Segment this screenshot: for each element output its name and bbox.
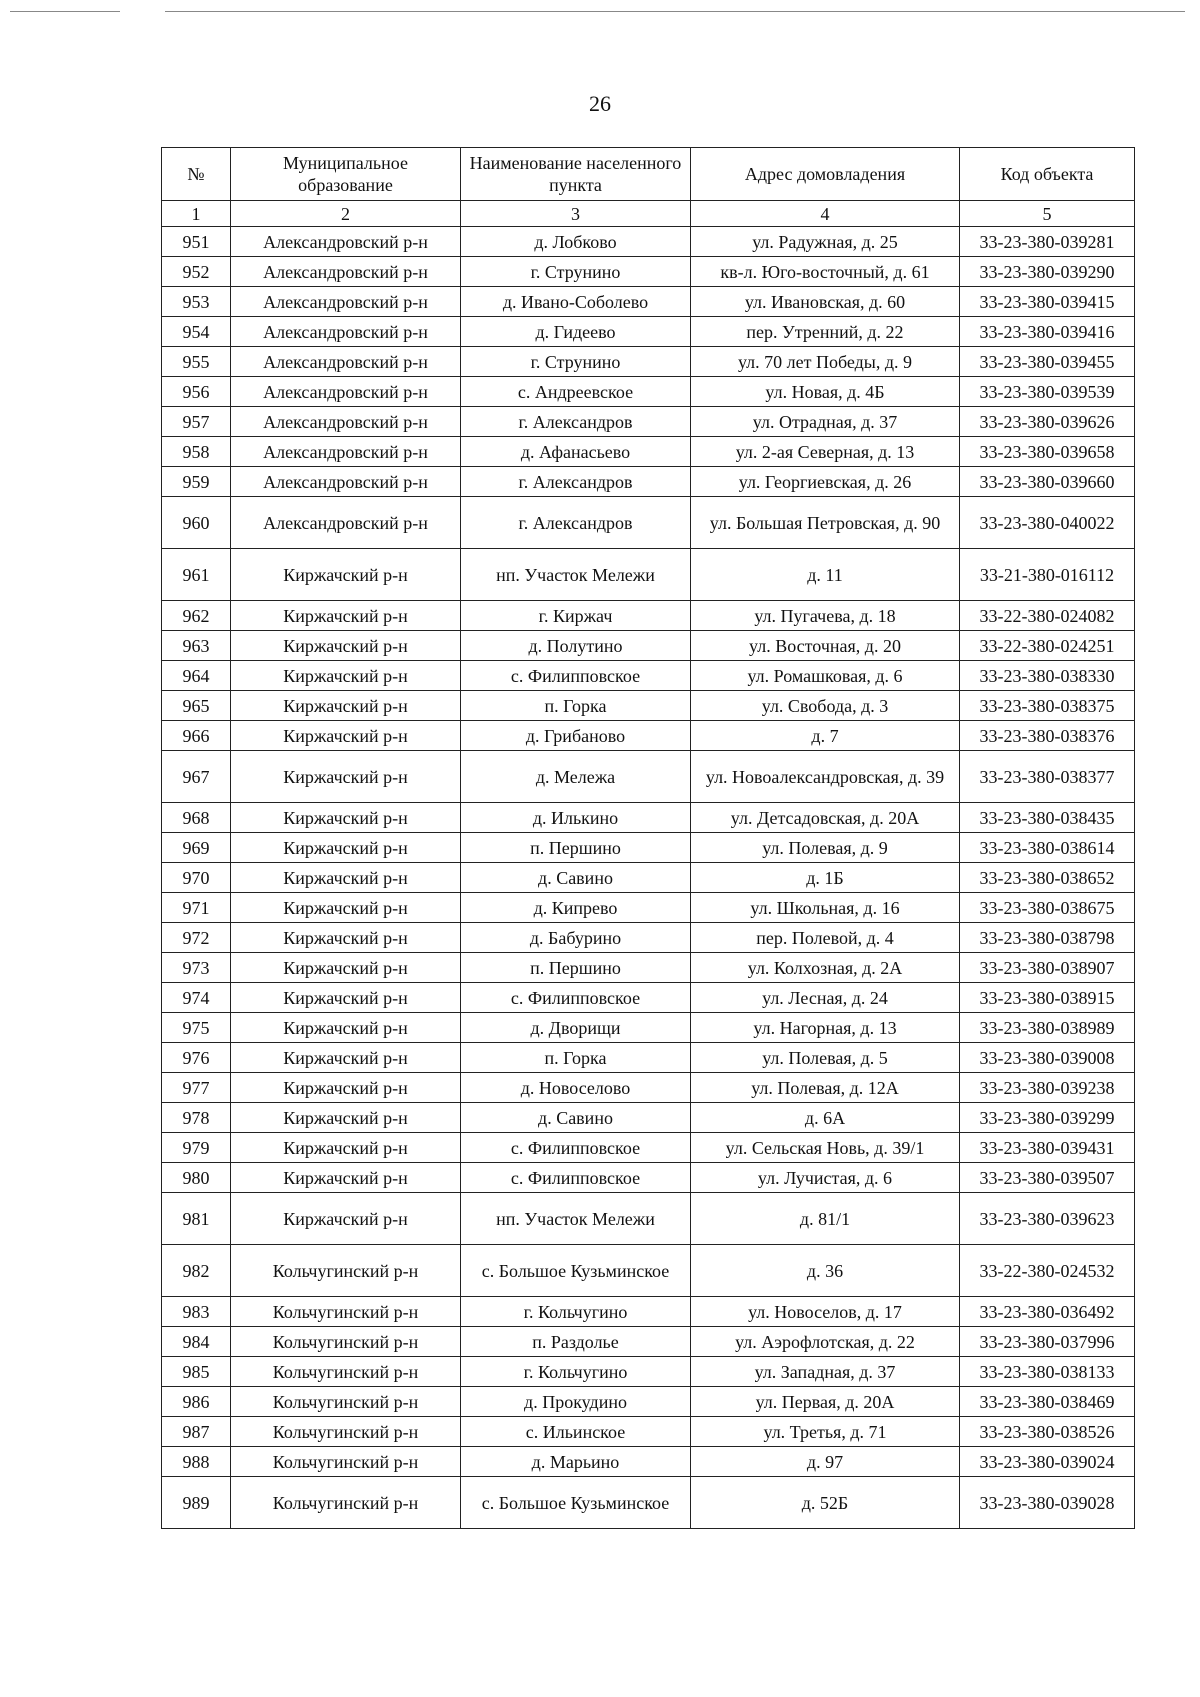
- municipality-cell: Киржачский р-н: [231, 863, 461, 893]
- row-number-cell: 959: [162, 467, 231, 497]
- municipality-cell: Киржачский р-н: [231, 983, 461, 1013]
- address-cell: ул. Ромашковая, д. 6: [691, 661, 960, 691]
- table-row: [162, 1043, 1135, 1073]
- settlement-cell: с. Филипповское: [461, 983, 691, 1013]
- municipality-cell: Киржачский р-н: [231, 1193, 461, 1245]
- municipality-cell: Александровский р-н: [231, 437, 461, 467]
- table-row: [162, 377, 1135, 407]
- row-number-cell: 958: [162, 437, 231, 467]
- object-code-cell: 33-23-380-039024: [960, 1447, 1135, 1477]
- scan-edge-line-left: [10, 11, 120, 12]
- row-number-cell: 978: [162, 1103, 231, 1133]
- object-code-cell: 33-23-380-039623: [960, 1193, 1135, 1245]
- settlement-cell: п. Раздолье: [461, 1327, 691, 1357]
- table-row: [162, 983, 1135, 1013]
- municipality-cell: Александровский р-н: [231, 257, 461, 287]
- table-row: [162, 1163, 1135, 1193]
- object-code-cell: 33-23-380-038376: [960, 721, 1135, 751]
- address-cell: ул. Аэрофлотская, д. 22: [691, 1327, 960, 1357]
- object-code-cell: 33-23-380-038435: [960, 803, 1135, 833]
- scan-edge-line-right: [165, 11, 1185, 12]
- object-code-cell: 33-23-380-039539: [960, 377, 1135, 407]
- municipality-cell: Киржачский р-н: [231, 1163, 461, 1193]
- table-row: [162, 227, 1135, 257]
- table-row: [162, 1073, 1135, 1103]
- settlement-cell: п. Першино: [461, 953, 691, 983]
- object-code-cell: 33-23-380-038652: [960, 863, 1135, 893]
- address-cell: ул. 2-ая Северная, д. 13: [691, 437, 960, 467]
- object-code-cell: 33-22-380-024251: [960, 631, 1135, 661]
- municipality-cell: Киржачский р-н: [231, 953, 461, 983]
- row-number-cell: 966: [162, 721, 231, 751]
- settlement-cell: с. Андреевское: [461, 377, 691, 407]
- address-cell: д. 36: [691, 1245, 960, 1297]
- row-number-cell: 963: [162, 631, 231, 661]
- settlement-cell: д. Савино: [461, 1103, 691, 1133]
- address-cell: ул. 70 лет Победы, д. 9: [691, 347, 960, 377]
- address-cell: ул. Пугачева, д. 18: [691, 601, 960, 631]
- table-row: [162, 437, 1135, 467]
- row-number-cell: 973: [162, 953, 231, 983]
- object-code-cell: 33-23-380-039281: [960, 227, 1135, 257]
- row-number-cell: 962: [162, 601, 231, 631]
- header-row: [162, 148, 1135, 201]
- table-row: [162, 923, 1135, 953]
- header-municipality: Муниципальное образование: [231, 148, 461, 201]
- row-number-cell: 972: [162, 923, 231, 953]
- municipality-cell: Киржачский р-н: [231, 803, 461, 833]
- settlement-cell: д. Кипрево: [461, 893, 691, 923]
- municipality-cell: Александровский р-н: [231, 287, 461, 317]
- settlement-cell: д. Грибаново: [461, 721, 691, 751]
- object-code-cell: 33-23-380-039660: [960, 467, 1135, 497]
- address-cell: д. 1Б: [691, 863, 960, 893]
- table-row: [162, 467, 1135, 497]
- object-code-cell: 33-23-380-038989: [960, 1013, 1135, 1043]
- table-row: [162, 691, 1135, 721]
- object-code-cell: 33-23-380-038907: [960, 953, 1135, 983]
- municipality-cell: Киржачский р-н: [231, 1013, 461, 1043]
- municipality-cell: Кольчугинский р-н: [231, 1477, 461, 1529]
- address-cell: ул. Радужная, д. 25: [691, 227, 960, 257]
- municipality-cell: Киржачский р-н: [231, 1133, 461, 1163]
- table-row: [162, 1477, 1135, 1529]
- table-row: [162, 893, 1135, 923]
- table-row: [162, 1193, 1135, 1245]
- row-number-cell: 988: [162, 1447, 231, 1477]
- address-cell: кв-л. Юго-восточный, д. 61: [691, 257, 960, 287]
- settlement-cell: г. Александров: [461, 497, 691, 549]
- municipality-cell: Кольчугинский р-н: [231, 1297, 461, 1327]
- object-code-cell: 33-23-380-039238: [960, 1073, 1135, 1103]
- settlement-cell: г. Александров: [461, 467, 691, 497]
- object-code-cell: 33-23-380-039455: [960, 347, 1135, 377]
- settlement-cell: г. Кольчугино: [461, 1357, 691, 1387]
- municipality-cell: Киржачский р-н: [231, 661, 461, 691]
- address-cell: д. 97: [691, 1447, 960, 1477]
- municipality-cell: Киржачский р-н: [231, 1043, 461, 1073]
- settlement-cell: п. Горка: [461, 691, 691, 721]
- table-row: [162, 549, 1135, 601]
- municipality-cell: Кольчугинский р-н: [231, 1447, 461, 1477]
- table-row: [162, 257, 1135, 287]
- row-number-cell: 987: [162, 1417, 231, 1447]
- settlement-cell: д. Афанасьево: [461, 437, 691, 467]
- row-number-cell: 979: [162, 1133, 231, 1163]
- row-number-cell: 967: [162, 751, 231, 803]
- table-row: [162, 661, 1135, 691]
- row-number-cell: 965: [162, 691, 231, 721]
- table-row: [162, 953, 1135, 983]
- municipality-cell: Киржачский р-н: [231, 601, 461, 631]
- address-cell: ул. Школьная, д. 16: [691, 893, 960, 923]
- address-cell: ул. Отрадная, д. 37: [691, 407, 960, 437]
- object-code-cell: 33-23-380-038469: [960, 1387, 1135, 1417]
- address-cell: ул. Восточная, д. 20: [691, 631, 960, 661]
- table-row: [162, 1357, 1135, 1387]
- object-code-cell: 33-23-380-038526: [960, 1417, 1135, 1447]
- row-number-cell: 975: [162, 1013, 231, 1043]
- address-cell: д. 7: [691, 721, 960, 751]
- municipality-cell: Киржачский р-н: [231, 1073, 461, 1103]
- address-cell: ул. Детсадовская, д. 20А: [691, 803, 960, 833]
- address-cell: д. 6А: [691, 1103, 960, 1133]
- row-number-cell: 971: [162, 893, 231, 923]
- row-number-cell: 953: [162, 287, 231, 317]
- object-code-cell: 33-23-380-038798: [960, 923, 1135, 953]
- address-cell: д. 52Б: [691, 1477, 960, 1529]
- address-cell: ул. Полевая, д. 9: [691, 833, 960, 863]
- column-index: 5: [960, 201, 1135, 227]
- address-cell: д. 81/1: [691, 1193, 960, 1245]
- object-code-cell: 33-23-380-039028: [960, 1477, 1135, 1529]
- settlement-cell: д. Марьино: [461, 1447, 691, 1477]
- settlement-cell: с. Филипповское: [461, 661, 691, 691]
- object-code-cell: 33-23-380-038377: [960, 751, 1135, 803]
- object-code-cell: 33-23-380-037996: [960, 1327, 1135, 1357]
- settlement-cell: нп. Участок Мележи: [461, 1193, 691, 1245]
- address-cell: ул. Свобода, д. 3: [691, 691, 960, 721]
- row-number-cell: 986: [162, 1387, 231, 1417]
- municipality-cell: Кольчугинский р-н: [231, 1245, 461, 1297]
- row-number-cell: 954: [162, 317, 231, 347]
- header-number: №: [162, 148, 231, 201]
- settlement-cell: с. Большое Кузьминское: [461, 1477, 691, 1529]
- row-number-cell: 956: [162, 377, 231, 407]
- address-cell: ул. Новоалександровская, д. 39: [691, 751, 960, 803]
- table-row: [162, 1013, 1135, 1043]
- table-row: [162, 287, 1135, 317]
- municipality-cell: Александровский р-н: [231, 407, 461, 437]
- table-row: [162, 631, 1135, 661]
- settlement-cell: с. Филипповское: [461, 1163, 691, 1193]
- address-cell: ул. Нагорная, д. 13: [691, 1013, 960, 1043]
- table-row: [162, 833, 1135, 863]
- table-row: [162, 751, 1135, 803]
- municipality-cell: Александровский р-н: [231, 227, 461, 257]
- table-row: [162, 1103, 1135, 1133]
- address-cell: ул. Западная, д. 37: [691, 1357, 960, 1387]
- address-cell: ул. Полевая, д. 5: [691, 1043, 960, 1073]
- settlement-cell: д. Полутино: [461, 631, 691, 661]
- settlement-cell: г. Киржач: [461, 601, 691, 631]
- municipality-cell: Киржачский р-н: [231, 833, 461, 863]
- settlement-cell: п. Горка: [461, 1043, 691, 1073]
- table-row: [162, 863, 1135, 893]
- table-row: [162, 1327, 1135, 1357]
- settlement-cell: д. Бабурино: [461, 923, 691, 953]
- address-cell: пер. Утренний, д. 22: [691, 317, 960, 347]
- column-index: 1: [162, 201, 231, 227]
- row-number-cell: 968: [162, 803, 231, 833]
- row-number-cell: 989: [162, 1477, 231, 1529]
- row-number-cell: 952: [162, 257, 231, 287]
- settlement-cell: г. Александров: [461, 407, 691, 437]
- address-cell: ул. Третья, д. 71: [691, 1417, 960, 1447]
- object-code-cell: 33-23-380-038330: [960, 661, 1135, 691]
- row-number-cell: 961: [162, 549, 231, 601]
- address-cell: ул. Колхозная, д. 2А: [691, 953, 960, 983]
- table-row: [162, 1387, 1135, 1417]
- municipality-cell: Киржачский р-н: [231, 721, 461, 751]
- header-address: Адрес домовладения: [691, 148, 960, 201]
- row-number-cell: 984: [162, 1327, 231, 1357]
- table-row: [162, 1297, 1135, 1327]
- table-row: [162, 1133, 1135, 1163]
- row-number-cell: 982: [162, 1245, 231, 1297]
- settlement-cell: д. Мележа: [461, 751, 691, 803]
- settlement-cell: г. Струнино: [461, 347, 691, 377]
- object-code-cell: 33-23-380-040022: [960, 497, 1135, 549]
- row-number-cell: 955: [162, 347, 231, 377]
- address-cell: пер. Полевой, д. 4: [691, 923, 960, 953]
- municipality-cell: Александровский р-н: [231, 317, 461, 347]
- column-index-row: [162, 201, 1135, 227]
- settlement-cell: с. Ильинское: [461, 1417, 691, 1447]
- address-cell: ул. Полевая, д. 12А: [691, 1073, 960, 1103]
- table-row: [162, 1447, 1135, 1477]
- header-object-code: Код объекта: [960, 148, 1135, 201]
- address-cell: ул. Новая, д. 4Б: [691, 377, 960, 407]
- registry-table: [161, 147, 1135, 1529]
- row-number-cell: 980: [162, 1163, 231, 1193]
- address-cell: ул. Большая Петровская, д. 90: [691, 497, 960, 549]
- municipality-cell: Александровский р-н: [231, 347, 461, 377]
- settlement-cell: д. Ивано-Соболево: [461, 287, 691, 317]
- row-number-cell: 957: [162, 407, 231, 437]
- settlement-cell: д. Прокудино: [461, 1387, 691, 1417]
- municipality-cell: Киржачский р-н: [231, 691, 461, 721]
- settlement-cell: г. Струнино: [461, 257, 691, 287]
- object-code-cell: 33-23-380-038614: [960, 833, 1135, 863]
- address-cell: ул. Новоселов, д. 17: [691, 1297, 960, 1327]
- settlement-cell: д. Новоселово: [461, 1073, 691, 1103]
- object-code-cell: 33-23-380-039658: [960, 437, 1135, 467]
- table-row: [162, 347, 1135, 377]
- object-code-cell: 33-23-380-039299: [960, 1103, 1135, 1133]
- registry-rows: [162, 227, 1135, 1529]
- row-number-cell: 970: [162, 863, 231, 893]
- row-number-cell: 951: [162, 227, 231, 257]
- header-settlement: Наименование населенного пункта: [461, 148, 691, 201]
- settlement-cell: нп. Участок Мележи: [461, 549, 691, 601]
- municipality-cell: Александровский р-н: [231, 377, 461, 407]
- object-code-cell: 33-23-380-039415: [960, 287, 1135, 317]
- object-code-cell: 33-23-380-039431: [960, 1133, 1135, 1163]
- address-cell: д. 11: [691, 549, 960, 601]
- object-code-cell: 33-23-380-038915: [960, 983, 1135, 1013]
- table-row: [162, 601, 1135, 631]
- municipality-cell: Киржачский р-н: [231, 631, 461, 661]
- settlement-cell: д. Дворищи: [461, 1013, 691, 1043]
- object-code-cell: 33-21-380-016112: [960, 549, 1135, 601]
- object-code-cell: 33-23-380-039416: [960, 317, 1135, 347]
- object-code-cell: 33-23-380-038133: [960, 1357, 1135, 1387]
- settlement-cell: д. Савино: [461, 863, 691, 893]
- table-row: [162, 407, 1135, 437]
- column-index: 3: [461, 201, 691, 227]
- municipality-cell: Киржачский р-н: [231, 549, 461, 601]
- table-row: [162, 1417, 1135, 1447]
- municipality-cell: Киржачский р-н: [231, 751, 461, 803]
- table-row: [162, 317, 1135, 347]
- object-code-cell: 33-22-380-024082: [960, 601, 1135, 631]
- object-code-cell: 33-23-380-038375: [960, 691, 1135, 721]
- address-cell: ул. Георгиевская, д. 26: [691, 467, 960, 497]
- table-row: [162, 1245, 1135, 1297]
- municipality-cell: Киржачский р-н: [231, 923, 461, 953]
- row-number-cell: 977: [162, 1073, 231, 1103]
- table-row: [162, 497, 1135, 549]
- municipality-cell: Александровский р-н: [231, 467, 461, 497]
- column-index: 4: [691, 201, 960, 227]
- page-number: 26: [589, 91, 611, 116]
- settlement-cell: д. Лобково: [461, 227, 691, 257]
- object-code-cell: 33-23-380-039626: [960, 407, 1135, 437]
- settlement-cell: с. Филипповское: [461, 1133, 691, 1163]
- row-number-cell: 976: [162, 1043, 231, 1073]
- settlement-cell: с. Большое Кузьминское: [461, 1245, 691, 1297]
- municipality-cell: Киржачский р-н: [231, 1103, 461, 1133]
- row-number-cell: 964: [162, 661, 231, 691]
- address-cell: ул. Лесная, д. 24: [691, 983, 960, 1013]
- address-cell: ул. Первая, д. 20А: [691, 1387, 960, 1417]
- table-row: [162, 803, 1135, 833]
- municipality-cell: Киржачский р-н: [231, 893, 461, 923]
- municipality-cell: Кольчугинский р-н: [231, 1417, 461, 1447]
- municipality-cell: Кольчугинский р-н: [231, 1327, 461, 1357]
- row-number-cell: 985: [162, 1357, 231, 1387]
- row-number-cell: 969: [162, 833, 231, 863]
- object-code-cell: 33-23-380-039507: [960, 1163, 1135, 1193]
- object-code-cell: 33-23-380-039290: [960, 257, 1135, 287]
- row-number-cell: 983: [162, 1297, 231, 1327]
- settlement-cell: г. Кольчугино: [461, 1297, 691, 1327]
- municipality-cell: Кольчугинский р-н: [231, 1387, 461, 1417]
- settlement-cell: д. Илькино: [461, 803, 691, 833]
- address-cell: ул. Лучистая, д. 6: [691, 1163, 960, 1193]
- municipality-cell: Кольчугинский р-н: [231, 1357, 461, 1387]
- object-code-cell: 33-23-380-038675: [960, 893, 1135, 923]
- row-number-cell: 974: [162, 983, 231, 1013]
- municipality-cell: Александровский р-н: [231, 497, 461, 549]
- object-code-cell: 33-22-380-024532: [960, 1245, 1135, 1297]
- row-number-cell: 960: [162, 497, 231, 549]
- object-code-cell: 33-23-380-036492: [960, 1297, 1135, 1327]
- settlement-cell: п. Першино: [461, 833, 691, 863]
- address-cell: ул. Ивановская, д. 60: [691, 287, 960, 317]
- column-index: 2: [231, 201, 461, 227]
- table-row: [162, 721, 1135, 751]
- object-code-cell: 33-23-380-039008: [960, 1043, 1135, 1073]
- address-cell: ул. Сельская Новь, д. 39/1: [691, 1133, 960, 1163]
- settlement-cell: д. Гидеево: [461, 317, 691, 347]
- row-number-cell: 981: [162, 1193, 231, 1245]
